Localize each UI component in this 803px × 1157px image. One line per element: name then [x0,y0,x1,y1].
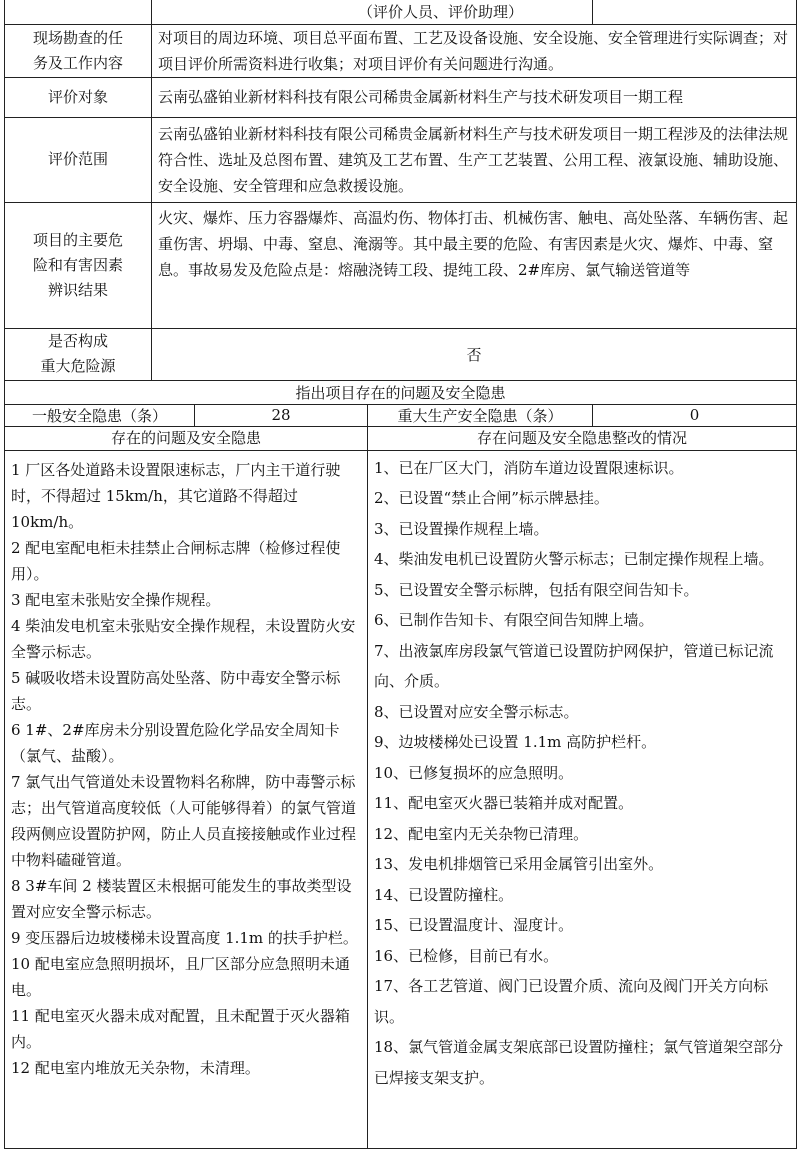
columns-header-row [5,426,797,450]
general-hazard-label: 一般安全隐患（条） [5,404,195,426]
top-row [5,0,797,24]
major-hazard-count: 0 [593,404,797,426]
rectification-item: 5、已设置安全警示标牌，包括有限空间告知卡。 [374,580,699,599]
rectification-item: 16、已检修，目前已有水。 [374,946,559,965]
hazard-content: 火灾、爆炸、压力容器爆炸、高温灼伤、物体打击、机械伤害、触电、高处坠落、车辆伤害、起重伤害、坍塌、中毒、窒息、淹溺等。其中最主要的危险、有害因素是火灾、爆炸、中毒、窒息。事故易发及危险点是：熔融浇铸工段、提纯工段、2#库房、氯气输送管道等 [152,202,797,328]
rectification-item: 12、配电室内无关杂物已清理。 [374,824,589,843]
problem-item: 7 氯气出气管道处未设置物料名称牌，防中毒警示标志；出气管道高度较低（人可能够得着）的氯气管道段两侧应设置防护网，防止人员直接接触或作业过程中物料磕碰管道。 [11,772,357,869]
object-label: 评价对象 [5,77,152,117]
general-hazard-count: 28 [195,404,368,426]
major-label [5,328,152,380]
issues-title: 指出项目存在的问题及安全隐患 [5,380,797,404]
problem-item: 9 变压器后边坡楼梯未设置高度 1.1m 的扶手护栏。 [11,928,358,947]
task-label-line-2: 务及工作内容 [32,53,123,72]
row-task [5,24,797,77]
rectification-item: 13、发电机排烟管已采用金属管引出室外。 [374,855,664,873]
rectification-item: 11、配电室灭火器已装箱并成对配置。 [374,794,634,812]
hazard-label-line-2: 险和有害因素 [32,255,123,274]
problem-item: 3 配电室未张贴安全操作规程。 [11,590,221,609]
task-label [5,24,152,77]
major-hazard-label: 重大生产安全隐患（条） [368,404,593,426]
rectification-item: 15、已设置温度计、湿度计。 [374,916,574,934]
top-row-text: （评价人员、评价助理） [152,0,593,24]
problem-item: 5 碱吸收塔未设置防高处坠落、防中毒安全警示标志。 [11,668,341,713]
problem-item: 8 3#车间 2 楼装置区未根据可能发生的事故类型设置对应安全警示标志。 [11,876,352,921]
rectification-item: 14、已设置防撞柱。 [374,885,514,904]
problem-item: 10 配电室应急照明损坏，且厂区部分应急照明未通电。 [11,954,350,999]
scope-content: 云南弘盛铂业新材料科技有限公司稀贵金属新材料生产与技术研发项目一期工程涉及的法律法规符合性、选址及总图布置、建筑及工艺布置、生产工艺装置、公用工程、液氯设施、辅助设施、安全设施、安全管理和应急救援设施。 [152,117,797,202]
task-content: 对项目的周边环境、项目总平面布置、工艺及设备设施、安全设施、安全管理进行实际调查；对项目评价所需资料进行收集；对项目评价有关问题进行沟通。 [152,24,797,77]
rectification-item: 2、已设置“禁止合闸”标示牌悬挂。 [374,489,609,507]
major-value: 否 [152,328,797,380]
problem-item: 6 1#、2#库房未分别设置危险化学品安全周知卡（氯气、盐酸）。 [11,720,340,765]
major-label-line-2: 重大危险源 [40,357,116,375]
task-label-line-1: 现场勘查的任 [32,28,123,47]
rectification-item: 6、已制作告知卡、有限空间告知牌上墙。 [374,611,654,629]
problem-item: 12 配电室内堆放无关杂物，未清理。 [11,1058,260,1077]
rectification-item: 10、已修复损坏的应急照明。 [374,763,574,782]
problem-item: 1 厂区各处道路未设置限速标志，厂内主干道行驶时，不得超过 15km/h，其它道路不得超过 10km/h。 [11,460,341,531]
issues-list-row [5,450,797,1148]
rectification-item: 1、已在厂区大门，消防车道边设置限速标识。 [374,458,684,477]
rectification-item: 7、出液氯库房段氯气管道已设置防护网保护，管道已标记流向、介质。 [374,641,774,690]
hazard-label-line-3: 辨识结果 [47,280,108,299]
rectifications-list [368,450,797,1148]
scope-label: 评价范围 [5,117,152,202]
problem-item: 11 配电室灭火器未成对配置，且未配置于灭火器箱内。 [11,1006,350,1051]
problem-item: 2 配电室配电柜未挂禁止合闸标志牌（检修过程使用）。 [11,538,341,583]
rectification-item: 18、氯气管道金属支架底部已设置防撞柱；氯气管道架空部分已焊接支架支护。 [374,1038,784,1087]
rectification-item: 8、已设置对应安全警示标志。 [374,702,579,721]
hazard-label [5,202,152,328]
rectification-item: 9、边坡楼梯处已设置 1.1m 高防护栏杆。 [374,733,657,751]
row-hazard [5,202,797,328]
evaluation-table [4,0,797,1149]
col-header-problems: 存在的问题及安全隐患 [5,426,368,450]
rectification-item: 4、柴油发电机已设置防火警示标志；已制定操作规程上墙。 [374,550,774,568]
hazard-label-line-1: 项目的主要危 [32,230,123,249]
problems-list [5,450,368,1148]
problem-item: 4 柴油发电机室未张贴安全操作规程，未设置防火安全警示标志。 [11,616,356,661]
counts-row [5,404,797,426]
rectification-item: 17、各工艺管道、阀门已设置介质、流向及阀门开关方向标识。 [374,977,769,1026]
col-header-rectifications: 存在问题及安全隐患整改的情况 [368,426,797,450]
row-major-hazard [5,328,797,380]
major-label-line-1: 是否构成 [47,332,108,350]
object-content: 云南弘盛铂业新材料科技有限公司稀贵金属新材料生产与技术研发项目一期工程 [152,77,797,117]
row-scope [5,117,797,202]
rectification-item: 3、已设置操作规程上墙。 [374,519,549,538]
issues-title-row [5,380,797,404]
row-object [5,77,797,117]
